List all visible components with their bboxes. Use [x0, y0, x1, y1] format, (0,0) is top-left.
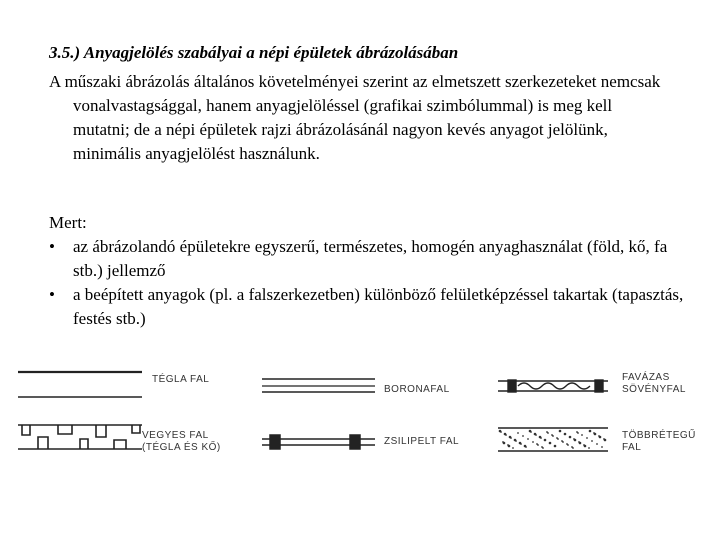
material-legend	[0, 350, 720, 480]
bullet-icon: •	[49, 237, 55, 256]
mixed-wall-symbol	[18, 425, 142, 449]
legend-label-multilayer: TÖBBRÉTEGŰ	[622, 430, 696, 441]
intro-paragraph	[49, 70, 669, 166]
legend-label-multilayer-wall: FAL	[622, 442, 642, 453]
bullet-icon: •	[49, 285, 55, 304]
list-item	[49, 283, 689, 331]
legend-label-log-wall: BORONAFAL	[384, 384, 450, 395]
wattle-wall-symbol	[498, 380, 608, 392]
legend-label-brick-wall: TÉGLA FAL	[152, 374, 210, 385]
log-wall-symbol	[262, 379, 375, 392]
list-item	[49, 235, 689, 283]
intro-text: A műszaki ábrázolás általános követelményei szerint az elmetszett szerkezeteket nemcsak vonalvastagsággal, hanem anyagjelöléssel (grafikai szimbólummal) is meg kell mutatni; de a népi épületek rajzi ábrázolásánál nagyon kevés anyagot jelölünk, minimális anyagjelölést használunk.	[49, 72, 661, 163]
legend-label-timber-frame: FAVÁZAS	[622, 372, 670, 383]
brick-wall-symbol	[18, 372, 142, 397]
legend-label-mixed-wall-detail: (TÉGLA ÉS KŐ)	[142, 442, 221, 453]
legend-label-wattle-wall: SÖVÉNYFAL	[622, 384, 686, 395]
reasons-list	[49, 235, 689, 331]
multilayer-wall-symbol	[498, 428, 608, 451]
reasons-heading: Mert:	[49, 213, 87, 232]
reason-text: az ábrázolandó épületekre egyszerű, természetes, homogén anyaghasználat (föld, kő, fa stb.) jellemző	[73, 237, 668, 280]
grooved-wall-symbol	[262, 435, 375, 449]
reasons-block	[49, 211, 689, 331]
reason-text: a beépített anyagok (pl. a falszerkezetben) különböző felületképzéssel takartak (tapasztás, festés stb.)	[73, 285, 684, 328]
legend-symbols	[0, 350, 720, 480]
legend-label-mixed-wall: VEGYES FAL	[142, 430, 209, 441]
legend-label-grooved-wall: ZSILIPELT FAL	[384, 436, 460, 447]
slide-title: 3.5.) Anyagjelölés szabályai a népi épületek ábrázolásában	[49, 43, 459, 62]
